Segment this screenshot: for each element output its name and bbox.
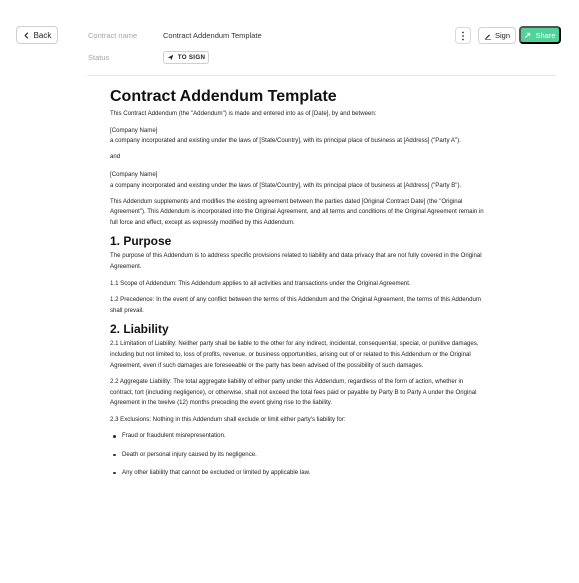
sign-label: Sign <box>494 31 510 40</box>
share-button[interactable] <box>519 26 561 44</box>
section-1-heading: 1. Purpose <box>110 234 172 249</box>
status-label: Status <box>88 53 110 62</box>
section-1-2-paragraph: 1.2 Precedence: In the event of any conflict between the terms of this Addendum and the Original Agreement, the terms of this Addendum shall prevail. <box>110 296 481 314</box>
document-body <box>110 88 484 486</box>
party-b-name: [Company Name] <box>110 171 158 179</box>
document-header <box>0 0 579 78</box>
party-a <box>110 126 484 147</box>
status-badge <box>163 51 209 64</box>
party-b-description: a company incorporated and existing under the laws of [State/Country], with its principal place of business at [Address] ("Party B"). <box>110 181 462 189</box>
send-icon <box>167 54 174 61</box>
section-2-1-paragraph: 2.1 Limitation of Liability: Neither party shall be liable to the other for any indirect, incidental, consequential, special, or punitive damages, including but not limited to, loss of profits, revenue, or business opportunities, arising out of or related to this Addendum or the Original Agreement, even if such damages are foreseeable or the party has been advised of the possibility of such damages. <box>110 340 479 369</box>
vertical-dots-icon <box>461 31 465 41</box>
contract-name-label: Contract name <box>88 31 138 40</box>
section-2-3-paragraph: 2.3 Exclusions: Nothing in this Addendum shall exclude or limit either party's liability for: <box>110 415 346 423</box>
document-title: Contract Addendum Template <box>110 88 337 105</box>
sign-button[interactable] <box>478 27 516 44</box>
section-2-2-paragraph: 2.2 Aggregate Liability: The total aggregate liability of either party under this Addendum, regardless of the form of action, whether in contract, tort (including negligence), or otherwise, shall not exceed the total fees paid or payable by Party B to Party A under the Original Agreement in the twelve (12) months preceding the event giving rise to the liability. <box>110 378 477 407</box>
section-1-paragraph: The purpose of this Addendum is to address specific provisions related to liability and data privacy that are not fully covered in the Original Agreement. <box>110 252 482 270</box>
supplement-paragraph: This Addendum supplements and modifies the existing agreement between the parties dated [Original Contract Date] (the "Original Agreement"). This Addendum is incorporated into the Original Agreement, and all terms and conditions of the Original Agreement remain in full force and effect, except as expressly modified by this Addendum. <box>110 197 484 226</box>
back-button[interactable] <box>16 26 58 44</box>
party-a-description: a company incorporated and existing under the laws of [State/Country], with its principal place of business at [Address] ("Party A"). <box>110 137 461 145</box>
party-a-name: [Company Name] <box>110 126 158 134</box>
back-label: Back <box>33 30 52 40</box>
section-1-1-paragraph: 1.1 Scope of Addendum: This Addendum applies to all activities and transactions under the Original Agreement. <box>110 279 411 287</box>
and-text: and <box>110 152 121 160</box>
share-label: Share <box>535 30 556 40</box>
list-item: Any other liability that cannot be excluded or limited by applicable law. <box>110 468 484 479</box>
header-divider <box>87 75 556 76</box>
section-2-heading: 2. Liability <box>110 322 169 337</box>
pen-icon <box>484 32 492 40</box>
list-item: Fraud or fraudulent misrepresentation. <box>110 431 484 442</box>
chevron-left-icon <box>23 32 30 39</box>
party-b <box>110 170 484 191</box>
exclusions-list <box>110 431 484 478</box>
status-value: TO SIGN <box>177 54 206 61</box>
intro-paragraph: This Contract Addendum (the "Addendum") is made and entered into as of [Date], by and between: <box>110 110 377 117</box>
contract-name-value[interactable]: Contract Addendum Template <box>163 31 262 40</box>
share-icon <box>524 31 532 39</box>
list-item: Death or personal injury caused by its negligence. <box>110 450 484 461</box>
more-options-button[interactable] <box>455 27 471 44</box>
